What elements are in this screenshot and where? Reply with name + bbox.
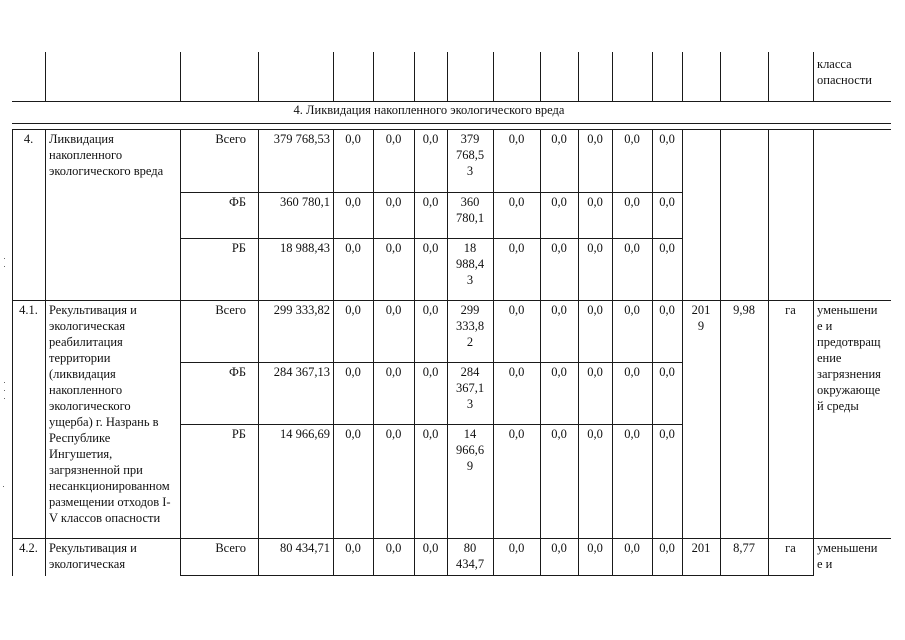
scan-speckle [4, 382, 5, 383]
amount-cell: 0,0 [551, 427, 567, 441]
row-goal: уменьшени е и [817, 541, 878, 571]
amount-cell: 0,0 [385, 427, 402, 441]
amount-cell: 0,0 [385, 365, 402, 379]
amount-total: 360 780,1 [280, 195, 330, 209]
amount-cell: 0,0 [624, 303, 640, 317]
amount-cell: 0,0 [422, 303, 439, 317]
scan-speckle [4, 266, 5, 267]
scan-speckle [4, 258, 5, 259]
table-vline [768, 129, 769, 576]
table-vline [373, 129, 374, 576]
amount-cell: 0,0 [422, 427, 439, 441]
row-line [12, 300, 891, 301]
row-name: Рекультивация и экологическая [49, 541, 137, 571]
amount-cell: 0,0 [659, 541, 675, 555]
amount-cell: 0,0 [508, 427, 525, 441]
amount-cell: 0,0 [422, 241, 439, 255]
header-stub-vline [720, 52, 721, 101]
row-quantity: 8,77 [733, 541, 755, 555]
funding-source: ФБ [228, 195, 246, 209]
table-vline [612, 129, 613, 576]
amount-total: 80 434,71 [280, 541, 330, 555]
amount-cell: 0,0 [659, 303, 675, 317]
funding-source: Всего [215, 303, 246, 317]
amount-cell: 0,0 [659, 195, 675, 209]
amount-cell: 0,0 [385, 195, 402, 209]
amount-cell: 0,0 [551, 195, 567, 209]
section-title: 4. Ликвидация накопленного экологического вреда [293, 103, 565, 117]
amount-cell: 0,0 [624, 365, 640, 379]
amount-cell: 0,0 [587, 195, 603, 209]
amount-cell: 0,0 [551, 365, 567, 379]
amount-cell: 0,0 [345, 195, 361, 209]
amount-cell: 0,0 [659, 132, 675, 146]
header-stub-vline [493, 52, 494, 101]
amount-cell: 0,0 [587, 303, 603, 317]
header-stub-vline [768, 52, 769, 101]
row-year: 201 [691, 541, 711, 555]
table-vline [720, 129, 721, 576]
amount-cell: 0,0 [508, 303, 525, 317]
amount-cell: 0,0 [587, 427, 603, 441]
amount-cell: 0,0 [385, 132, 402, 146]
amount-cell: 0,0 [659, 365, 675, 379]
header-stub-vline [258, 52, 259, 101]
header-stub-vline [45, 52, 46, 101]
amount-cell: 0,0 [551, 241, 567, 255]
table-bottom-line [180, 575, 813, 576]
amount-cell: 0,0 [508, 365, 525, 379]
table-vline [652, 129, 653, 576]
table-vline [333, 129, 334, 576]
scan-speckle [3, 486, 4, 487]
scan-speckle [4, 398, 5, 399]
amount-cell: 18 988,4 3 [455, 241, 485, 287]
amount-cell: 0,0 [659, 427, 675, 441]
table-vline [180, 129, 181, 576]
table-vline [813, 129, 814, 576]
amount-cell: 0,0 [587, 241, 603, 255]
funding-source: Всего [215, 132, 246, 146]
header-last-col-text: класса опасности [817, 57, 872, 87]
amount-cell: 0,0 [345, 541, 361, 555]
table-vline [414, 129, 415, 576]
funding-source: Всего [215, 541, 246, 555]
amount-cell: 284 367,1 3 [455, 365, 485, 411]
table-vline [447, 129, 448, 576]
amount-total: 14 966,69 [280, 427, 330, 441]
header-stub-vline [414, 52, 415, 101]
amount-cell: 0,0 [551, 303, 567, 317]
subrow-line [180, 424, 682, 425]
amount-cell: 0,0 [587, 132, 603, 146]
table-vline [45, 129, 46, 576]
amount-total: 299 333,82 [273, 303, 330, 317]
funding-source: ФБ [228, 365, 246, 379]
row-number: 4. [23, 132, 34, 146]
subrow-line [180, 362, 682, 363]
amount-total: 18 988,43 [280, 241, 330, 255]
amount-cell: 0,0 [659, 241, 675, 255]
row-line [12, 538, 891, 539]
amount-cell: 0,0 [624, 195, 640, 209]
header-stub-vline [447, 52, 448, 101]
amount-cell: 0,0 [422, 132, 439, 146]
row-number: 4.2. [19, 541, 38, 555]
amount-cell: 299 333,8 2 [455, 303, 485, 349]
amount-cell: 0,0 [508, 195, 525, 209]
header-stub-vline [612, 52, 613, 101]
header-stub-vline [180, 52, 181, 101]
amount-cell: 0,0 [385, 303, 402, 317]
amount-cell: 0,0 [587, 365, 603, 379]
amount-cell: 14 966,6 9 [455, 427, 485, 473]
section-bottom-line [12, 123, 891, 124]
amount-cell: 0,0 [551, 132, 567, 146]
amount-cell: 360 780,1 [455, 195, 485, 225]
row-unit: га [785, 303, 796, 317]
amount-cell: 0,0 [345, 303, 361, 317]
row-name: Рекультивация и экологическая реабилитация территории (ликвидация накопленного экологического ущерба) г. Назрань в Республике Ингушетия, загрязненной при несанкционированном размещении отходов I- V классов опасности [49, 303, 171, 525]
row-year: 201 9 [691, 303, 711, 333]
table-vline [258, 129, 259, 576]
amount-cell: 0,0 [345, 132, 361, 146]
amount-cell: 379 768,5 3 [455, 132, 485, 178]
header-stub-vline [540, 52, 541, 101]
amount-total: 284 367,13 [273, 365, 330, 379]
amount-cell: 0,0 [345, 365, 361, 379]
amount-cell: 0,0 [587, 541, 603, 555]
header-stub-vline [813, 52, 814, 101]
amount-cell: 0,0 [385, 541, 402, 555]
table-vline [493, 129, 494, 576]
header-stub-vline [578, 52, 579, 101]
amount-cell: 0,0 [508, 541, 525, 555]
header-stub-vline [333, 52, 334, 101]
header-stub-vline [682, 52, 683, 101]
amount-cell: 0,0 [624, 541, 640, 555]
amount-cell: 0,0 [422, 541, 439, 555]
amount-cell: 0,0 [551, 541, 567, 555]
amount-cell: 0,0 [508, 132, 525, 146]
table-vline [578, 129, 579, 576]
header-bottom-line [12, 101, 891, 102]
amount-cell: 0,0 [345, 427, 361, 441]
amount-cell: 80 434,7 [455, 541, 485, 571]
row-top-line [12, 129, 891, 130]
amount-total: 379 768,53 [273, 132, 330, 146]
row-unit: га [785, 541, 796, 555]
amount-cell: 0,0 [422, 195, 439, 209]
header-stub-vline [652, 52, 653, 101]
amount-cell: 0,0 [345, 241, 361, 255]
header-stub-vline [373, 52, 374, 101]
amount-cell: 0,0 [385, 241, 402, 255]
row-number: 4.1. [19, 303, 38, 317]
subrow-line [180, 192, 682, 193]
row-name: Ликвидация накопленного экологического вреда [49, 132, 164, 178]
row-goal: уменьшени е и предотвращ ение загрязнения окружающе й среды [817, 303, 881, 413]
amount-cell: 0,0 [624, 427, 640, 441]
table-left-edge [12, 129, 13, 576]
row-quantity: 9,98 [733, 303, 755, 317]
scan-speckle [4, 390, 5, 391]
funding-source: РБ [231, 241, 246, 255]
subrow-line [180, 238, 682, 239]
amount-cell: 0,0 [422, 365, 439, 379]
amount-cell: 0,0 [624, 132, 640, 146]
amount-cell: 0,0 [508, 241, 525, 255]
amount-cell: 0,0 [624, 241, 640, 255]
table-vline [540, 129, 541, 576]
table-vline [682, 129, 683, 576]
funding-source: РБ [231, 427, 246, 441]
